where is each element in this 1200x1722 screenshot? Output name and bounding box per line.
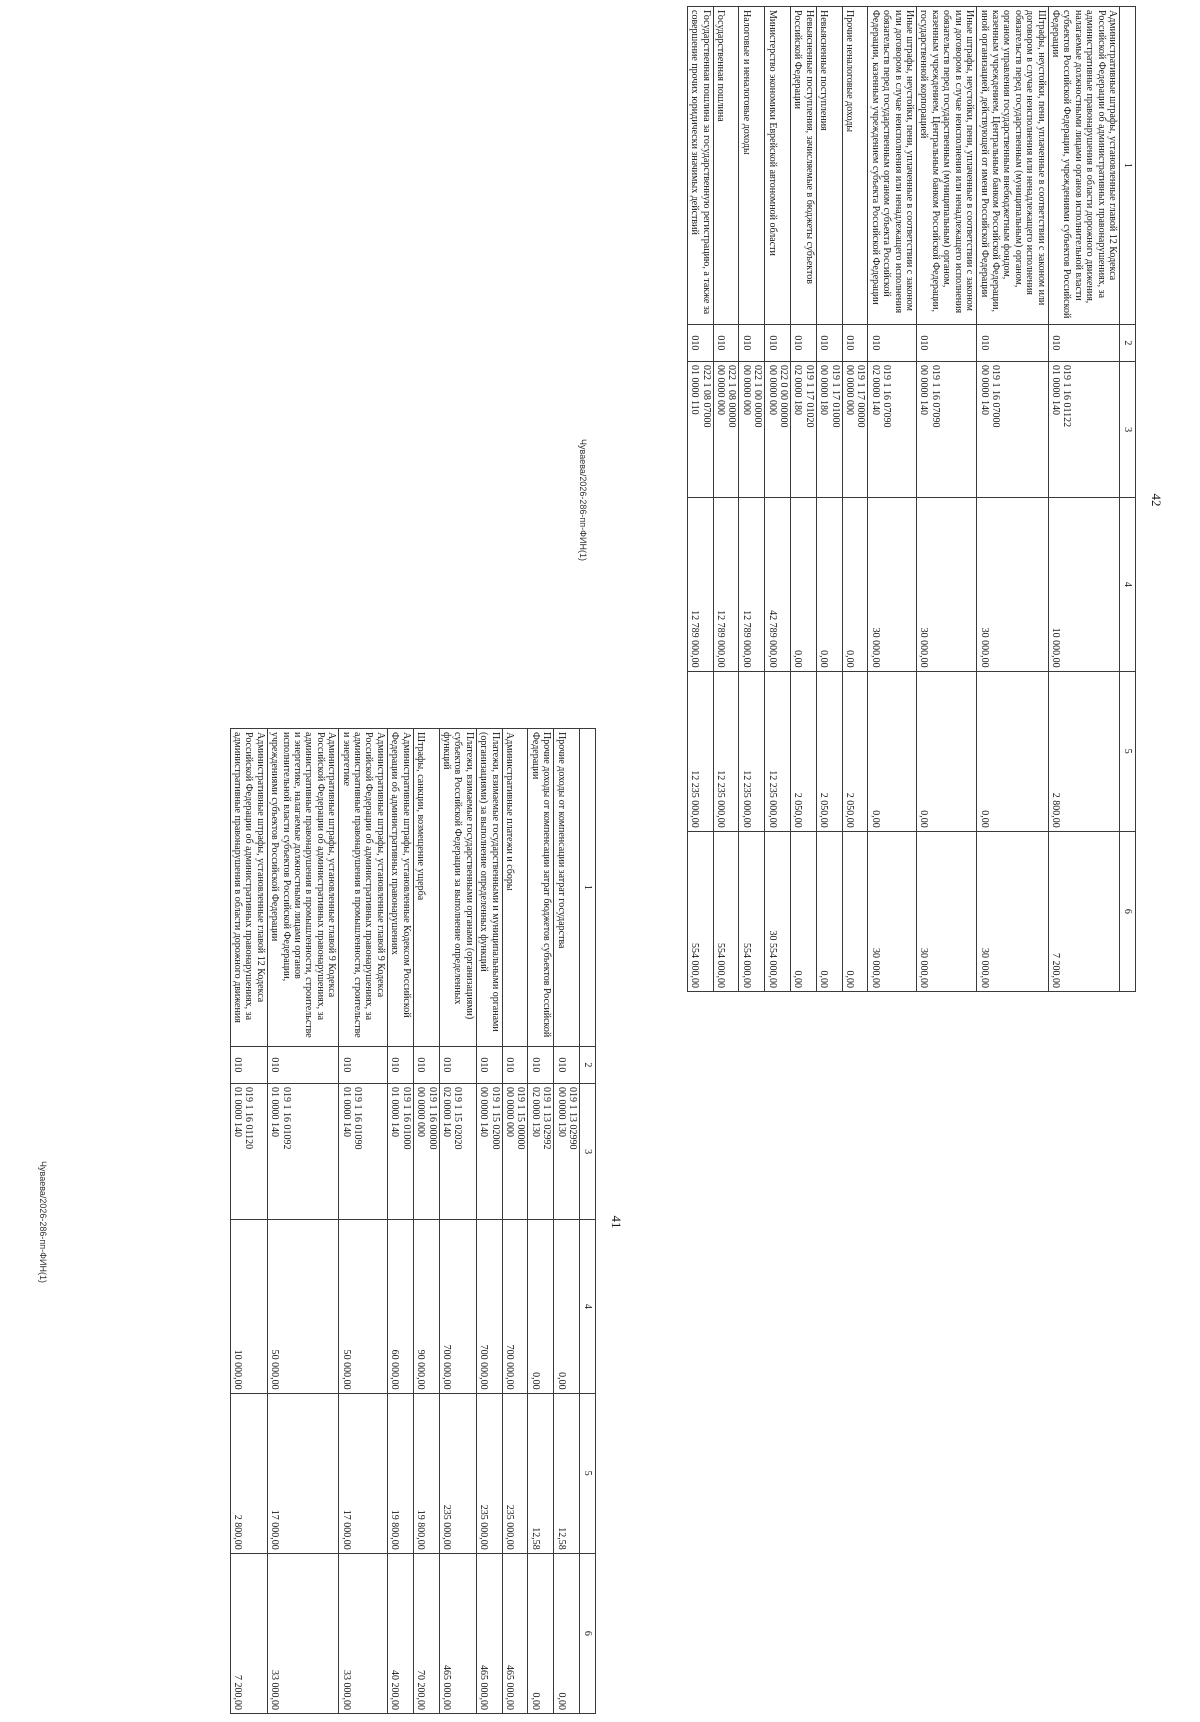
row-budget-code-cell: 022 1 08 07000 01 0000 110 [687, 362, 713, 498]
row-planned-amount-cell: 10 000,00 [230, 1220, 267, 1394]
table-row [339, 729, 388, 1714]
column-header: 1 [580, 729, 596, 1047]
table-row [502, 729, 528, 1714]
row-name-cell: Налоговые и неналоговые доходы [739, 7, 765, 325]
row-executed-amount-cell: 2 050,00 [791, 671, 817, 831]
row-remaining-amount-cell: 30 000,00 [977, 831, 1048, 991]
table-header-row [1120, 7, 1136, 992]
row-line-code-cell: 010 [791, 324, 817, 361]
row-remaining-amount-cell: 40 200,00 [387, 1553, 413, 1713]
column-header: 3 [580, 1084, 596, 1220]
row-executed-amount-cell: 235 000,00 [502, 1393, 528, 1553]
row-line-code-cell: 010 [413, 1046, 439, 1083]
table-row [842, 7, 868, 992]
row-remaining-amount-cell: 33 000,00 [339, 1553, 388, 1713]
row-name-cell: Административные штрафы, установленные главой 9 Кодекса Российской Федерации об административных правонарушениях, за административные правонарушения в промышленности, строительстве и энергетике [339, 729, 388, 1047]
row-planned-amount-cell: 90 000,00 [413, 1220, 439, 1394]
row-budget-code-cell: 019 1 16 01000 01 0000 140 [387, 1084, 413, 1220]
row-remaining-amount-cell: 0,00 [816, 831, 842, 991]
row-planned-amount-cell: 0,00 [816, 498, 842, 672]
row-executed-amount-cell: 0,00 [977, 671, 1048, 831]
table-row [868, 7, 917, 992]
row-budget-code-cell: 019 1 15 02020 02 0000 140 [439, 1084, 476, 1220]
column-header: 1 [1120, 7, 1136, 325]
row-name-cell: Иные штрафы, неустойки, пени, уплаченные в соответствии с законом или договором в случае неисполнения или ненадлежащего исполнения обязательств перед государственным (муниципальным) органом, казенным учреждением, Центральным банком Российской Федерации, государственной корпорацией [917, 7, 977, 325]
row-executed-amount-cell: 235 000,00 [476, 1393, 502, 1553]
column-header: 6 [580, 1553, 596, 1713]
row-line-code-cell: 010 [439, 1046, 476, 1083]
row-line-code-cell: 010 [230, 1046, 267, 1083]
row-name-cell: Прочие неналоговые доходы [842, 7, 868, 325]
row-name-cell: Платежи, взимаемые государственными и муниципальными органами (организациями) за выполнение определенных функций [476, 729, 502, 1047]
row-budget-code-cell: 022 1 08 00000 00 0000 000 [713, 362, 739, 498]
row-line-code-cell: 010 [339, 1046, 388, 1083]
row-line-code-cell: 010 [816, 324, 842, 361]
row-name-cell: Министерство экономики Еврейской автономной области [765, 7, 791, 325]
row-planned-amount-cell: 30 000,00 [868, 498, 917, 672]
page-number: 41 [609, 1215, 624, 1229]
row-planned-amount-cell: 30 000,00 [977, 498, 1048, 672]
row-remaining-amount-cell: 30 000,00 [868, 831, 917, 991]
table-row [439, 729, 476, 1714]
row-executed-amount-cell: 12,58 [554, 1393, 580, 1553]
row-name-cell: Прочие доходы от компенсации затрат государства [554, 729, 580, 1047]
row-planned-amount-cell: 700 000,00 [502, 1220, 528, 1394]
table-row [713, 7, 739, 992]
page-42 [570, 0, 1170, 1000]
table-row [739, 7, 765, 992]
table-row [791, 7, 817, 992]
revenue-table [230, 728, 596, 1714]
row-name-cell: Административные штрафы, установленные главой 12 Кодекса Российской Федерации об административных правонарушениях, за административные правонарушения в области дорожного движения, налагаемые должностными лицами органов исполнительной власти субъектов Российской Федерации, учреждениями субъектов Российской Федерации [1048, 7, 1119, 325]
row-executed-amount-cell: 235 000,00 [439, 1393, 476, 1553]
row-planned-amount-cell: 50 000,00 [339, 1220, 388, 1394]
row-line-code-cell: 010 [739, 324, 765, 361]
row-budget-code-cell: 019 1 17 00000 00 0000 000 [842, 362, 868, 498]
row-budget-code-cell: 019 1 16 01120 01 0000 140 [230, 1084, 267, 1220]
row-budget-code-cell: 019 1 17 01000 00 0000 180 [816, 362, 842, 498]
row-executed-amount-cell: 12 235 000,00 [713, 671, 739, 831]
row-name-cell: Иные штрафы, неустойки, пени, уплаченные в соответствии с законом или договором в случае неисполнения или ненадлежащего исполнения обязательств перед государственным органом субъекта Российской Федерации, казенным учреждением субъекта Российской Федерации [868, 7, 917, 325]
row-executed-amount-cell: 0,00 [917, 671, 977, 831]
row-remaining-amount-cell: 0,00 [528, 1553, 554, 1713]
column-header: 4 [580, 1220, 596, 1394]
row-executed-amount-cell: 2 800,00 [1048, 671, 1119, 831]
row-name-cell: Государственная пошлина за государственную регистрацию, а также за совершение прочих юридически значимых действий [687, 7, 713, 325]
row-executed-amount-cell: 12 235 000,00 [739, 671, 765, 831]
table-row [230, 729, 267, 1714]
row-name-cell: Платежи, взимаемые государственными органами (организациями) субъектов Российской Федерации за выполнение определенных функций [439, 729, 476, 1047]
row-remaining-amount-cell: 0,00 [842, 831, 868, 991]
row-line-code-cell: 010 [528, 1046, 554, 1083]
row-planned-amount-cell: 0,00 [842, 498, 868, 672]
row-remaining-amount-cell: 30 554 000,00 [765, 831, 791, 991]
row-budget-code-cell: 019 1 16 01092 01 0000 140 [267, 1084, 338, 1220]
row-remaining-amount-cell: 30 000,00 [917, 831, 977, 991]
table-row [413, 729, 439, 1714]
row-line-code-cell: 010 [687, 324, 713, 361]
row-budget-code-cell: 019 1 16 07000 00 0000 140 [977, 362, 1048, 498]
row-planned-amount-cell: 700 000,00 [439, 1220, 476, 1394]
row-executed-amount-cell: 19 800,00 [413, 1393, 439, 1553]
row-budget-code-cell: 022 1 00 00000 00 0000 000 [739, 362, 765, 498]
column-header: 4 [1120, 498, 1136, 672]
row-line-code-cell: 010 [387, 1046, 413, 1083]
row-line-code-cell: 010 [476, 1046, 502, 1083]
row-executed-amount-cell: 12,58 [528, 1393, 554, 1553]
row-executed-amount-cell: 19 800,00 [387, 1393, 413, 1553]
table-row [267, 729, 338, 1714]
row-budget-code-cell: 019 1 13 02992 02 0000 130 [528, 1084, 554, 1220]
column-header: 5 [1120, 671, 1136, 831]
row-name-cell: Прочие доходы от компенсации затрат бюджетов субъектов Российской Федерации [528, 729, 554, 1047]
row-remaining-amount-cell: 465 000,00 [476, 1553, 502, 1713]
document-code: Чуваева/2026-286-пп-ФИН(1) [578, 439, 588, 561]
row-name-cell: Штрафы, санкции, возмещение ущерба [413, 729, 439, 1047]
table-row [816, 7, 842, 992]
row-remaining-amount-cell: 0,00 [554, 1553, 580, 1713]
row-remaining-amount-cell: 7 200,00 [1048, 831, 1119, 991]
column-header: 2 [1120, 324, 1136, 361]
row-remaining-amount-cell: 33 000,00 [267, 1553, 338, 1713]
row-planned-amount-cell: 700 000,00 [476, 1220, 502, 1394]
table-row [977, 7, 1048, 992]
row-budget-code-cell: 019 1 17 01020 02 0000 180 [791, 362, 817, 498]
row-remaining-amount-cell: 70 200,00 [413, 1553, 439, 1713]
row-remaining-amount-cell: 554 000,00 [687, 831, 713, 991]
row-budget-code-cell: 019 1 15 00000 00 0000 000 [502, 1084, 528, 1220]
row-remaining-amount-cell: 7 200,00 [230, 1553, 267, 1713]
row-line-code-cell: 010 [917, 324, 977, 361]
row-executed-amount-cell: 2 800,00 [230, 1393, 267, 1553]
row-budget-code-cell: 019 1 15 02000 00 0000 140 [476, 1084, 502, 1220]
row-executed-amount-cell: 17 000,00 [339, 1393, 388, 1553]
row-planned-amount-cell: 12 789 000,00 [687, 498, 713, 672]
row-budget-code-cell: 019 1 16 07090 00 0000 140 [917, 362, 977, 498]
table-row [1048, 7, 1119, 992]
row-line-code-cell: 010 [554, 1046, 580, 1083]
revenue-table [687, 6, 1136, 992]
row-planned-amount-cell: 12 789 000,00 [713, 498, 739, 672]
table-row [917, 7, 977, 992]
row-planned-amount-cell: 30 000,00 [917, 498, 977, 672]
row-budget-code-cell: 019 1 13 02990 00 0000 130 [554, 1084, 580, 1220]
row-planned-amount-cell: 50 000,00 [267, 1220, 338, 1394]
row-line-code-cell: 010 [842, 324, 868, 361]
row-budget-code-cell: 019 1 16 01122 01 0000 140 [1048, 362, 1119, 498]
table-row [528, 729, 554, 1714]
row-line-code-cell: 010 [1048, 324, 1119, 361]
row-executed-amount-cell: 0,00 [868, 671, 917, 831]
row-budget-code-cell: 022 0 00 00000 00 0000 000 [765, 362, 791, 498]
row-planned-amount-cell: 0,00 [528, 1220, 554, 1394]
row-remaining-amount-cell: 554 000,00 [713, 831, 739, 991]
row-budget-code-cell: 019 1 16 00000 00 0000 000 [413, 1084, 439, 1220]
row-line-code-cell: 010 [502, 1046, 528, 1083]
row-planned-amount-cell: 0,00 [554, 1220, 580, 1394]
row-budget-code-cell: 019 1 16 07090 02 0000 140 [868, 362, 917, 498]
document-code: Чуваева/2026-286-пп-ФИН(1) [38, 1161, 48, 1283]
column-header: 5 [580, 1393, 596, 1553]
row-budget-code-cell: 019 1 16 01090 01 0000 140 [339, 1084, 388, 1220]
row-line-code-cell: 010 [267, 1046, 338, 1083]
row-executed-amount-cell: 17 000,00 [267, 1393, 338, 1553]
row-line-code-cell: 010 [868, 324, 917, 361]
table-row [687, 7, 713, 992]
row-planned-amount-cell: 0,00 [791, 498, 817, 672]
row-name-cell: Государственная пошлина [713, 7, 739, 325]
row-remaining-amount-cell: 554 000,00 [739, 831, 765, 991]
column-header: 6 [1120, 831, 1136, 991]
column-header: 3 [1120, 362, 1136, 498]
row-executed-amount-cell: 2 050,00 [842, 671, 868, 831]
row-name-cell: Административные штрафы, установленные главой 9 Кодекса Российской Федерации об административных правонарушениях, за административные правонарушения в промышленности, строительстве и энергетике, налагаемые должностными лицами органов исполнительной власти субъектов Российской Федерации, учреждениями субъектов Российской Федерации [267, 729, 338, 1047]
column-header: 2 [580, 1046, 596, 1083]
row-planned-amount-cell: 10 000,00 [1048, 498, 1119, 672]
page-41 [30, 722, 630, 1722]
row-name-cell: Невыясненные поступления, зачисляемые в бюджеты субъектов Российской Федерации [791, 7, 817, 325]
table-row [765, 7, 791, 992]
page-number: 42 [1149, 493, 1164, 507]
row-name-cell: Административные платежи и сборы [502, 729, 528, 1047]
row-executed-amount-cell: 12 235 000,00 [765, 671, 791, 831]
row-line-code-cell: 010 [713, 324, 739, 361]
row-planned-amount-cell: 12 789 000,00 [739, 498, 765, 672]
row-name-cell: Невыясненные поступления [816, 7, 842, 325]
row-executed-amount-cell: 12 235 000,00 [687, 671, 713, 831]
row-name-cell: Штрафы, неустойки, пени, уплаченные в соответствии с законом или договором в случае неисполнения или ненадлежащего исполнения обязательств перед государственным (муниципальным) органом, органом управления государственным внебюджетным фондом, казенным учреждением, Центральным банком Российской Федерации, иной организацией, действующей от имени Российской Федерации [977, 7, 1048, 325]
row-remaining-amount-cell: 465 000,00 [502, 1553, 528, 1713]
row-planned-amount-cell: 42 789 000,00 [765, 498, 791, 672]
row-line-code-cell: 010 [977, 324, 1048, 361]
row-name-cell: Административные штрафы, установленные Кодексом Российской Федерации об административных правонарушениях [387, 729, 413, 1047]
row-executed-amount-cell: 2 050,00 [816, 671, 842, 831]
table-row [476, 729, 502, 1714]
table-row [387, 729, 413, 1714]
row-remaining-amount-cell: 465 000,00 [439, 1553, 476, 1713]
row-line-code-cell: 010 [765, 324, 791, 361]
row-planned-amount-cell: 60 000,00 [387, 1220, 413, 1394]
row-remaining-amount-cell: 0,00 [791, 831, 817, 991]
row-name-cell: Административные штрафы, установленные главой 12 Кодекса Российской Федерации об административных правонарушениях, за административные правонарушения в области дорожного движения [230, 729, 267, 1047]
